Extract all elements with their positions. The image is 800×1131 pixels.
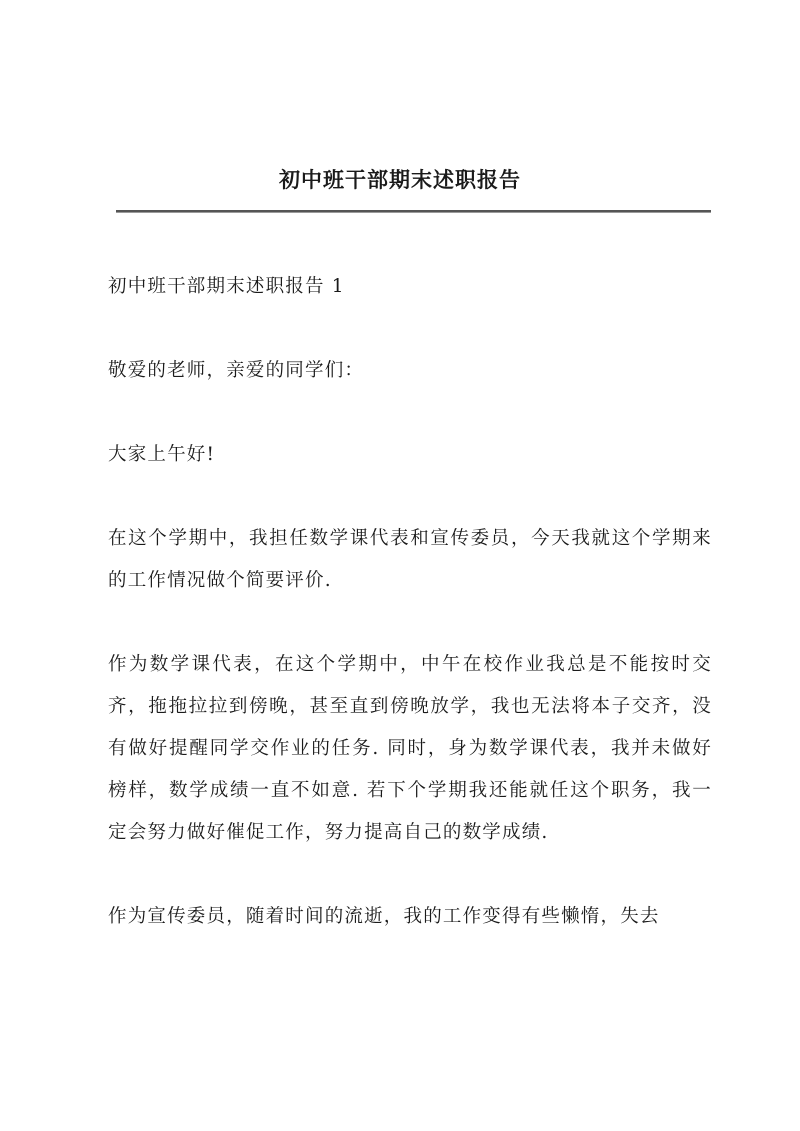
document-title: 初中班干部期末述职报告 <box>279 167 521 192</box>
title-divider <box>116 210 711 213</box>
paragraph-math-rep: 作为数学课代表，在这个学期中，中午在校作业我总是不能按时交齐，拖拖拉拉到傍晚，甚至直到傍晚放学，我也无法将本子交齐，没有做好提醒同学交作业的任务. 同时，身为数学课代表，我并未做好榜样，数学成绩一直不如意. 若下个学期我还能就任这个职务，我一定会努力做好催促工作，努力提高自己的数学成绩. <box>108 654 712 843</box>
document-body <box>108 266 712 980</box>
section-heading: 初中班干部期末述职报告 1 <box>108 276 345 297</box>
greeting: 大家上午好! <box>108 444 216 465</box>
salutation: 敬爱的老师，亲爱的同学们： <box>108 360 365 381</box>
paragraph-intro: 在这个学期中，我担任数学课代表和宣传委员，今天我就这个学期来的工作情况做个简要评价. <box>108 528 712 591</box>
paragraph-publicity: 作为宣传委员，随着时间的流逝，我的工作变得有些懒惰，失去 <box>108 906 660 927</box>
